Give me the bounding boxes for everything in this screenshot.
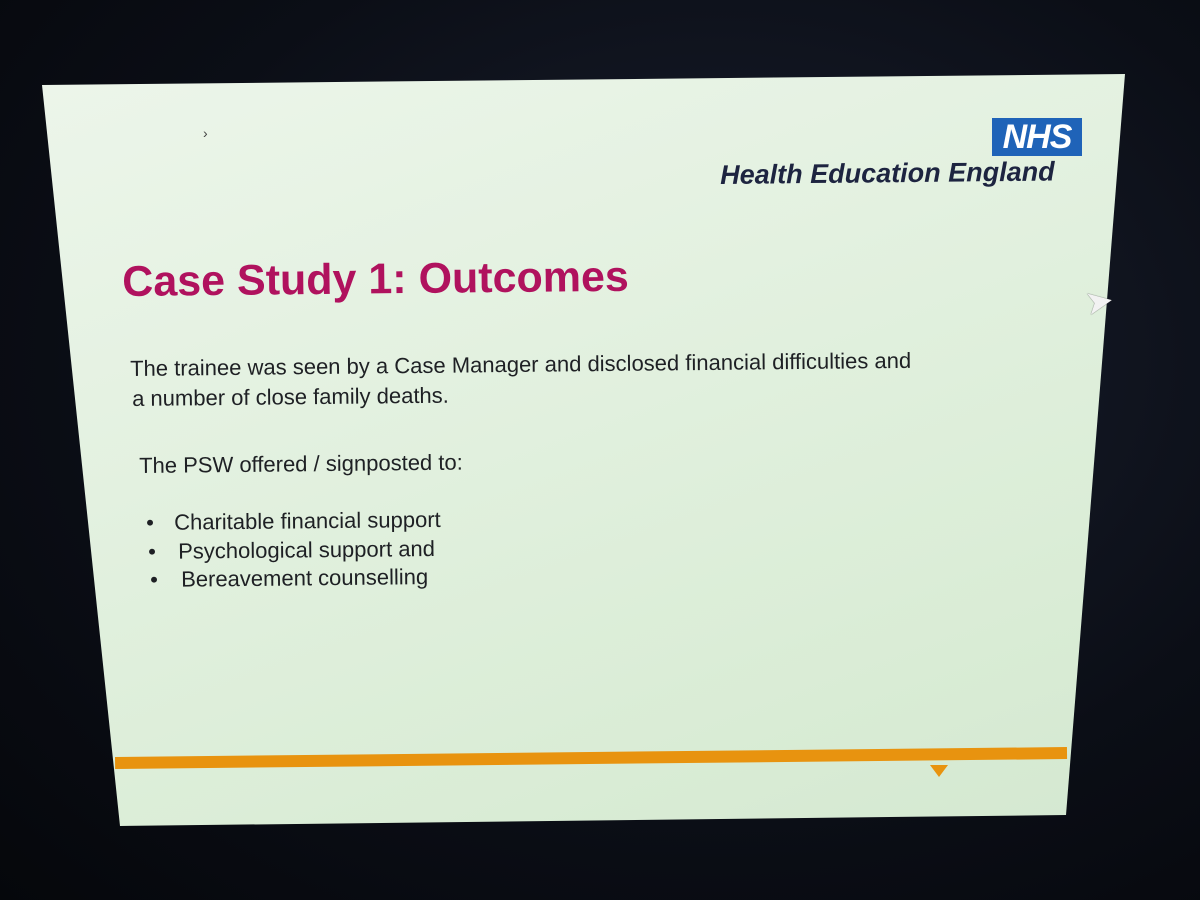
list-item [146, 507, 441, 536]
footer-notch [930, 765, 948, 777]
list-item-label: Bereavement counselling [180, 564, 429, 592]
nhs-logo: NHS [992, 118, 1082, 156]
list-item [150, 564, 428, 593]
list-item-label: Charitable financial support [173, 506, 441, 535]
paragraph-line-2: a number of close family deaths. [132, 382, 449, 411]
organisation-name: Health Education England [720, 156, 1055, 190]
paragraph-line-1: The trainee was seen by a Case Manager and disclosed financial difficulties and [130, 347, 912, 381]
list-item-label: Psychological support and [177, 535, 436, 564]
intro-text: The PSW offered / signposted to: [139, 449, 463, 478]
bullet-icon: • [150, 566, 158, 592]
bullet-icon: • [148, 538, 156, 564]
slide-title: Case Study 1: Outcomes [122, 252, 630, 306]
bullet-icon: • [146, 509, 154, 535]
mouse-pointer-icon: ➤ [1081, 280, 1117, 324]
stray-mark-icon: › [203, 125, 208, 141]
list-item [148, 536, 435, 565]
